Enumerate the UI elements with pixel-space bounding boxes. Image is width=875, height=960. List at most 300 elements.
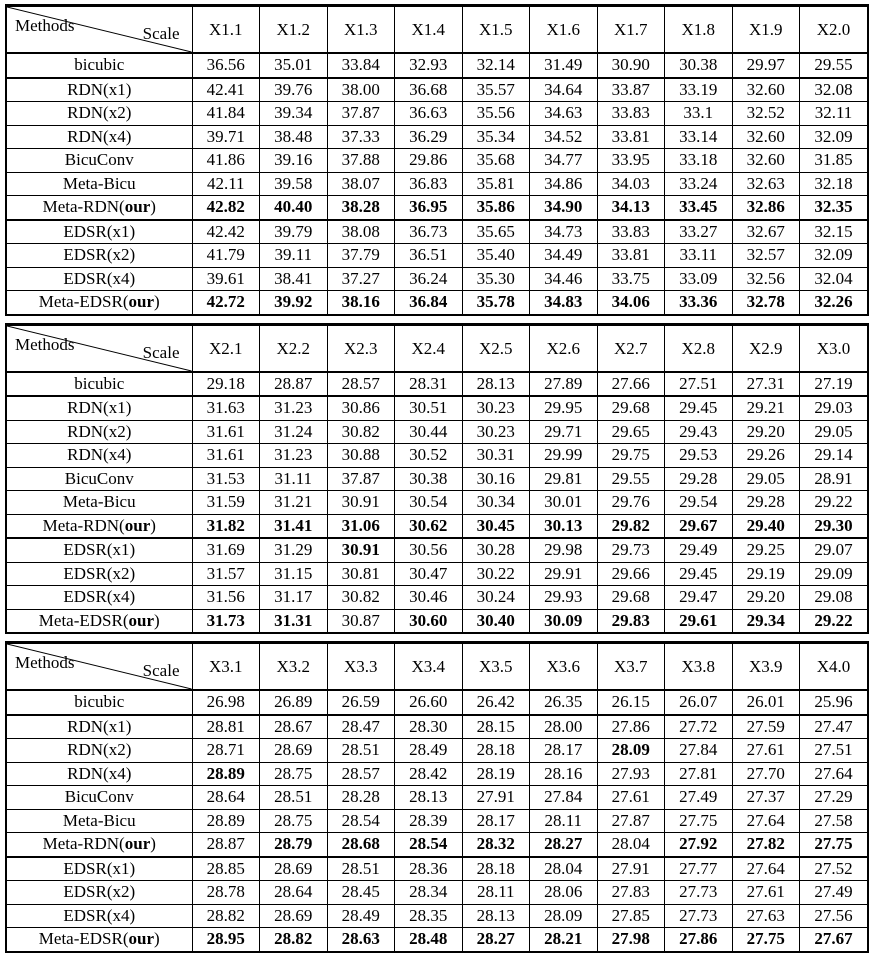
psnr-value: 27.61 [732, 739, 800, 763]
method-name [7, 904, 192, 928]
psnr-value: 28.49 [327, 904, 395, 928]
psnr-value: 27.64 [732, 857, 800, 881]
psnr-value: 29.43 [665, 420, 733, 444]
psnr-value: 37.88 [327, 149, 395, 173]
scale-label: Scale [142, 24, 180, 43]
method-label: RDN(x4) [67, 126, 132, 146]
psnr-value: 28.28 [327, 786, 395, 810]
psnr-value: 27.70 [732, 762, 800, 786]
psnr-value: 31.15 [260, 562, 328, 586]
psnr-value: 29.03 [800, 396, 868, 420]
psnr-value: 27.66 [597, 372, 665, 397]
psnr-value: 34.13 [597, 196, 665, 220]
psnr-value: 30.45 [462, 514, 530, 538]
psnr-value: 29.26 [732, 444, 800, 468]
psnr-value: 39.61 [192, 267, 260, 291]
psnr-value: 38.48 [260, 125, 328, 149]
table-row [7, 833, 867, 857]
psnr-value: 28.54 [395, 833, 463, 857]
psnr-value: 28.42 [395, 762, 463, 786]
psnr-value: 30.34 [462, 491, 530, 515]
psnr-value: 27.75 [732, 928, 800, 951]
scale-header: X2.5 [462, 325, 530, 372]
psnr-value: 29.45 [665, 396, 733, 420]
psnr-value: 30.51 [395, 396, 463, 420]
method-label: Meta-EDSR( [38, 610, 129, 630]
psnr-value: 30.46 [395, 586, 463, 610]
method-label: Meta-EDSR( [38, 292, 129, 311]
psnr-value: 29.91 [530, 562, 598, 586]
psnr-value: 30.54 [395, 491, 463, 515]
table-row [7, 372, 867, 397]
psnr-value: 28.36 [395, 857, 463, 881]
scale-header: X3.2 [260, 644, 328, 691]
psnr-value: 27.98 [597, 928, 665, 951]
psnr-value: 32.60 [732, 125, 800, 149]
method-label: BicuConv [64, 150, 134, 169]
psnr-value: 28.17 [530, 739, 598, 763]
psnr-value: 28.78 [192, 881, 260, 905]
psnr-value: 28.09 [530, 904, 598, 928]
psnr-value: 28.49 [395, 739, 463, 763]
psnr-value: 33.95 [597, 149, 665, 173]
method-name [7, 586, 192, 610]
psnr-value: 27.29 [800, 786, 868, 810]
psnr-value: 30.40 [462, 609, 530, 632]
psnr-value: 28.21 [530, 928, 598, 951]
psnr-value: 29.61 [665, 609, 733, 632]
psnr-value: 31.61 [192, 444, 260, 468]
psnr-value: 31.53 [192, 467, 260, 491]
scale-header: X1.2 [260, 7, 328, 54]
psnr-value: 42.82 [192, 196, 260, 220]
table-row [7, 102, 867, 126]
method-label: Meta-Bicu [62, 810, 136, 830]
psnr-value: 29.93 [530, 586, 598, 610]
psnr-value: 33.09 [665, 267, 733, 291]
psnr-value: 30.38 [395, 467, 463, 491]
psnr-value: 35.78 [462, 291, 530, 314]
psnr-value: 29.53 [665, 444, 733, 468]
psnr-value: 30.23 [462, 420, 530, 444]
results-table-block [5, 323, 869, 635]
psnr-value: 32.60 [732, 149, 800, 173]
psnr-value: 31.23 [260, 396, 328, 420]
scale-header: X3.1 [192, 644, 260, 691]
scale-header: X1.3 [327, 7, 395, 54]
psnr-value: 28.75 [260, 762, 328, 786]
method-label: bicubic [74, 373, 125, 393]
table-row [7, 809, 867, 833]
psnr-value: 34.49 [530, 244, 598, 268]
psnr-value: 36.95 [395, 196, 463, 220]
method-name [7, 514, 192, 538]
psnr-value: 32.78 [732, 291, 800, 314]
psnr-value: 28.34 [395, 881, 463, 905]
psnr-value: 27.52 [800, 857, 868, 881]
psnr-value: 28.85 [192, 857, 260, 881]
results-table-block [5, 641, 869, 953]
scale-label: Scale [142, 661, 180, 680]
psnr-value: 26.42 [462, 690, 530, 715]
psnr-value: 30.52 [395, 444, 463, 468]
method-label-end: ) [154, 292, 160, 311]
psnr-value: 32.56 [732, 267, 800, 291]
method-name [7, 172, 192, 196]
table-row [7, 196, 867, 220]
psnr-value: 27.37 [732, 786, 800, 810]
psnr-value: 26.07 [665, 690, 733, 715]
psnr-value: 32.08 [800, 78, 868, 102]
methods-label: Methods [15, 16, 75, 35]
scale-header: X3.5 [462, 644, 530, 691]
method-name [7, 538, 192, 562]
psnr-value: 31.23 [260, 444, 328, 468]
psnr-value: 29.25 [732, 538, 800, 562]
psnr-value: 29.20 [732, 420, 800, 444]
table-row [7, 53, 867, 78]
psnr-value: 29.76 [597, 491, 665, 515]
psnr-value: 35.81 [462, 172, 530, 196]
method-label: Meta-Bicu [62, 492, 136, 511]
psnr-value: 29.19 [732, 562, 800, 586]
psnr-value: 28.13 [462, 372, 530, 397]
psnr-value: 29.05 [732, 467, 800, 491]
psnr-value: 29.49 [665, 538, 733, 562]
method-label-emphasis: our [128, 610, 155, 630]
psnr-value: 31.61 [192, 420, 260, 444]
psnr-value: 29.66 [597, 562, 665, 586]
psnr-value: 31.41 [260, 514, 328, 538]
method-name [7, 372, 192, 397]
psnr-value: 31.17 [260, 586, 328, 610]
method-name [7, 715, 192, 739]
psnr-value: 31.24 [260, 420, 328, 444]
table-row [7, 514, 867, 538]
table-row [7, 444, 867, 468]
scale-label: Scale [142, 342, 180, 362]
psnr-value: 28.04 [530, 857, 598, 881]
psnr-value: 29.82 [597, 514, 665, 538]
psnr-value: 27.58 [800, 809, 868, 833]
method-name [7, 467, 192, 491]
psnr-value: 27.86 [665, 928, 733, 951]
psnr-value: 38.16 [327, 291, 395, 314]
method-name [7, 444, 192, 468]
psnr-value: 33.45 [665, 196, 733, 220]
psnr-value: 26.15 [597, 690, 665, 715]
psnr-value: 28.64 [260, 881, 328, 905]
psnr-value: 28.51 [327, 739, 395, 763]
method-name [7, 125, 192, 149]
psnr-value: 29.75 [597, 444, 665, 468]
psnr-value: 26.01 [732, 690, 800, 715]
psnr-value: 27.83 [597, 881, 665, 905]
table-row [7, 267, 867, 291]
scale-methods-header [7, 7, 192, 54]
psnr-value: 27.73 [665, 881, 733, 905]
method-label: RDN(x2) [67, 740, 132, 759]
psnr-value: 30.91 [327, 491, 395, 515]
psnr-value: 27.64 [800, 762, 868, 786]
results-table [7, 6, 867, 314]
psnr-value: 40.40 [260, 196, 328, 220]
psnr-value: 27.31 [732, 372, 800, 397]
psnr-value: 30.88 [327, 444, 395, 468]
table-row [7, 78, 867, 102]
method-label-emphasis: our [124, 197, 151, 216]
psnr-value: 28.87 [260, 372, 328, 397]
psnr-value: 27.59 [732, 715, 800, 739]
psnr-value: 41.84 [192, 102, 260, 126]
psnr-value: 32.09 [800, 125, 868, 149]
psnr-value: 28.13 [395, 786, 463, 810]
table-row [7, 715, 867, 739]
psnr-value: 37.79 [327, 244, 395, 268]
method-label: EDSR(x2) [63, 245, 136, 264]
psnr-value: 28.45 [327, 881, 395, 905]
method-label: RDN(x2) [67, 103, 132, 122]
psnr-value: 36.73 [395, 220, 463, 244]
psnr-value: 30.81 [327, 562, 395, 586]
scale-header: X3.3 [327, 644, 395, 691]
results-tables [5, 4, 869, 960]
psnr-value: 31.06 [327, 514, 395, 538]
psnr-value: 39.92 [260, 291, 328, 314]
method-name [7, 53, 192, 78]
table-row [7, 690, 867, 715]
psnr-value: 32.26 [800, 291, 868, 314]
results-table-block [5, 4, 869, 316]
psnr-value: 30.82 [327, 420, 395, 444]
method-name [7, 786, 192, 810]
method-label: EDSR(x1) [63, 221, 136, 241]
psnr-value: 28.11 [530, 809, 598, 833]
psnr-value: 34.90 [530, 196, 598, 220]
method-label: RDN(x1) [67, 398, 132, 417]
psnr-value: 31.31 [260, 609, 328, 632]
psnr-value: 28.67 [260, 715, 328, 739]
method-label-end: ) [150, 834, 156, 853]
method-label: EDSR(x4) [63, 905, 136, 925]
psnr-value: 35.56 [462, 102, 530, 126]
psnr-value: 34.52 [530, 125, 598, 149]
psnr-value: 33.87 [597, 78, 665, 102]
psnr-value: 27.77 [665, 857, 733, 881]
method-label: RDN(x4) [67, 445, 132, 464]
scale-methods-header [7, 644, 192, 691]
table-row [7, 396, 867, 420]
psnr-value: 30.28 [462, 538, 530, 562]
psnr-value: 33.27 [665, 220, 733, 244]
psnr-value: 35.65 [462, 220, 530, 244]
psnr-value: 32.11 [800, 102, 868, 126]
psnr-value: 29.83 [597, 609, 665, 632]
psnr-value: 30.56 [395, 538, 463, 562]
psnr-value: 34.86 [530, 172, 598, 196]
psnr-value: 27.91 [462, 786, 530, 810]
psnr-value: 33.83 [597, 102, 665, 126]
psnr-value: 36.29 [395, 125, 463, 149]
scale-methods-header [7, 325, 192, 372]
psnr-value: 29.14 [800, 444, 868, 468]
method-name [7, 809, 192, 833]
psnr-value: 41.79 [192, 244, 260, 268]
psnr-value: 27.87 [597, 809, 665, 833]
psnr-value: 28.13 [462, 904, 530, 928]
psnr-value: 28.35 [395, 904, 463, 928]
psnr-value: 28.47 [327, 715, 395, 739]
psnr-value: 39.58 [260, 172, 328, 196]
method-label: RDN(x1) [67, 79, 132, 99]
psnr-value: 29.08 [800, 586, 868, 610]
psnr-value: 27.73 [665, 904, 733, 928]
psnr-value: 27.47 [800, 715, 868, 739]
psnr-value: 35.01 [260, 53, 328, 78]
psnr-value: 29.68 [597, 586, 665, 610]
results-table [7, 325, 867, 633]
method-label-emphasis: our [128, 292, 155, 311]
psnr-value: 30.82 [327, 586, 395, 610]
psnr-value: 33.1 [665, 102, 733, 126]
psnr-value: 31.56 [192, 586, 260, 610]
psnr-value: 26.35 [530, 690, 598, 715]
psnr-value: 31.63 [192, 396, 260, 420]
psnr-value: 31.69 [192, 538, 260, 562]
psnr-value: 27.84 [530, 786, 598, 810]
psnr-value: 29.95 [530, 396, 598, 420]
scale-header: X1.6 [530, 7, 598, 54]
psnr-value: 27.82 [732, 833, 800, 857]
psnr-value: 32.63 [732, 172, 800, 196]
psnr-value: 30.87 [327, 609, 395, 632]
psnr-value: 28.82 [192, 904, 260, 928]
method-label-end: ) [150, 515, 156, 535]
psnr-value: 30.01 [530, 491, 598, 515]
psnr-value: 30.22 [462, 562, 530, 586]
psnr-value: 33.14 [665, 125, 733, 149]
method-name [7, 762, 192, 786]
psnr-value: 28.06 [530, 881, 598, 905]
psnr-value: 29.28 [732, 491, 800, 515]
psnr-value: 30.86 [327, 396, 395, 420]
scale-header: X1.4 [395, 7, 463, 54]
psnr-value: 31.73 [192, 609, 260, 632]
psnr-value: 34.46 [530, 267, 598, 291]
method-name [7, 609, 192, 632]
psnr-value: 27.81 [665, 762, 733, 786]
scale-header: X2.9 [732, 325, 800, 372]
psnr-value: 32.14 [462, 53, 530, 78]
psnr-value: 29.73 [597, 538, 665, 562]
psnr-value: 29.55 [800, 53, 868, 78]
method-label: bicubic [74, 55, 125, 74]
psnr-value: 34.03 [597, 172, 665, 196]
scale-header: X1.1 [192, 7, 260, 54]
psnr-value: 27.92 [665, 833, 733, 857]
method-name [7, 220, 192, 244]
psnr-value: 30.44 [395, 420, 463, 444]
psnr-value: 29.30 [800, 514, 868, 538]
psnr-value: 31.29 [260, 538, 328, 562]
psnr-value: 35.34 [462, 125, 530, 149]
psnr-value: 34.63 [530, 102, 598, 126]
psnr-value: 33.24 [665, 172, 733, 196]
psnr-value: 27.56 [800, 904, 868, 928]
psnr-value: 34.77 [530, 149, 598, 173]
psnr-value: 32.09 [800, 244, 868, 268]
psnr-value: 28.27 [530, 833, 598, 857]
psnr-value: 42.11 [192, 172, 260, 196]
psnr-value: 29.22 [800, 491, 868, 515]
method-label: EDSR(x2) [63, 882, 136, 901]
method-label: Meta-EDSR( [38, 929, 129, 948]
psnr-value: 28.31 [395, 372, 463, 397]
psnr-value: 30.24 [462, 586, 530, 610]
psnr-value: 30.16 [462, 467, 530, 491]
psnr-value: 27.93 [597, 762, 665, 786]
psnr-value: 28.17 [462, 809, 530, 833]
psnr-value: 28.18 [462, 857, 530, 881]
psnr-value: 35.40 [462, 244, 530, 268]
psnr-value: 26.59 [327, 690, 395, 715]
psnr-value: 27.67 [800, 928, 868, 951]
psnr-value: 27.85 [597, 904, 665, 928]
table-row [7, 586, 867, 610]
psnr-value: 36.68 [395, 78, 463, 102]
psnr-value: 28.51 [327, 857, 395, 881]
psnr-value: 29.20 [732, 586, 800, 610]
psnr-value: 28.71 [192, 739, 260, 763]
psnr-value: 30.38 [665, 53, 733, 78]
method-name [7, 291, 192, 314]
psnr-value: 33.18 [665, 149, 733, 173]
method-name [7, 267, 192, 291]
header-row [7, 325, 867, 372]
psnr-value: 28.39 [395, 809, 463, 833]
method-name [7, 244, 192, 268]
scale-header: X1.5 [462, 7, 530, 54]
results-table [7, 643, 867, 951]
table-row [7, 562, 867, 586]
method-name [7, 881, 192, 905]
methods-label: Methods [15, 334, 75, 354]
table-row [7, 762, 867, 786]
psnr-value: 29.68 [597, 396, 665, 420]
method-label-end: ) [154, 929, 160, 948]
psnr-value: 28.82 [260, 928, 328, 951]
scale-header: X3.6 [530, 644, 598, 691]
psnr-value: 28.63 [327, 928, 395, 951]
psnr-value: 28.09 [597, 739, 665, 763]
method-label-emphasis: our [124, 834, 151, 853]
psnr-value: 41.86 [192, 149, 260, 173]
psnr-value: 30.60 [395, 609, 463, 632]
psnr-value: 32.93 [395, 53, 463, 78]
method-name [7, 78, 192, 102]
psnr-value: 29.55 [597, 467, 665, 491]
psnr-value: 27.75 [800, 833, 868, 857]
psnr-value: 28.27 [462, 928, 530, 951]
psnr-value: 42.72 [192, 291, 260, 314]
psnr-value: 29.65 [597, 420, 665, 444]
table-row [7, 857, 867, 881]
method-name [7, 690, 192, 715]
psnr-value: 27.72 [665, 715, 733, 739]
psnr-value: 30.23 [462, 396, 530, 420]
psnr-value: 29.54 [665, 491, 733, 515]
psnr-value: 28.11 [462, 881, 530, 905]
